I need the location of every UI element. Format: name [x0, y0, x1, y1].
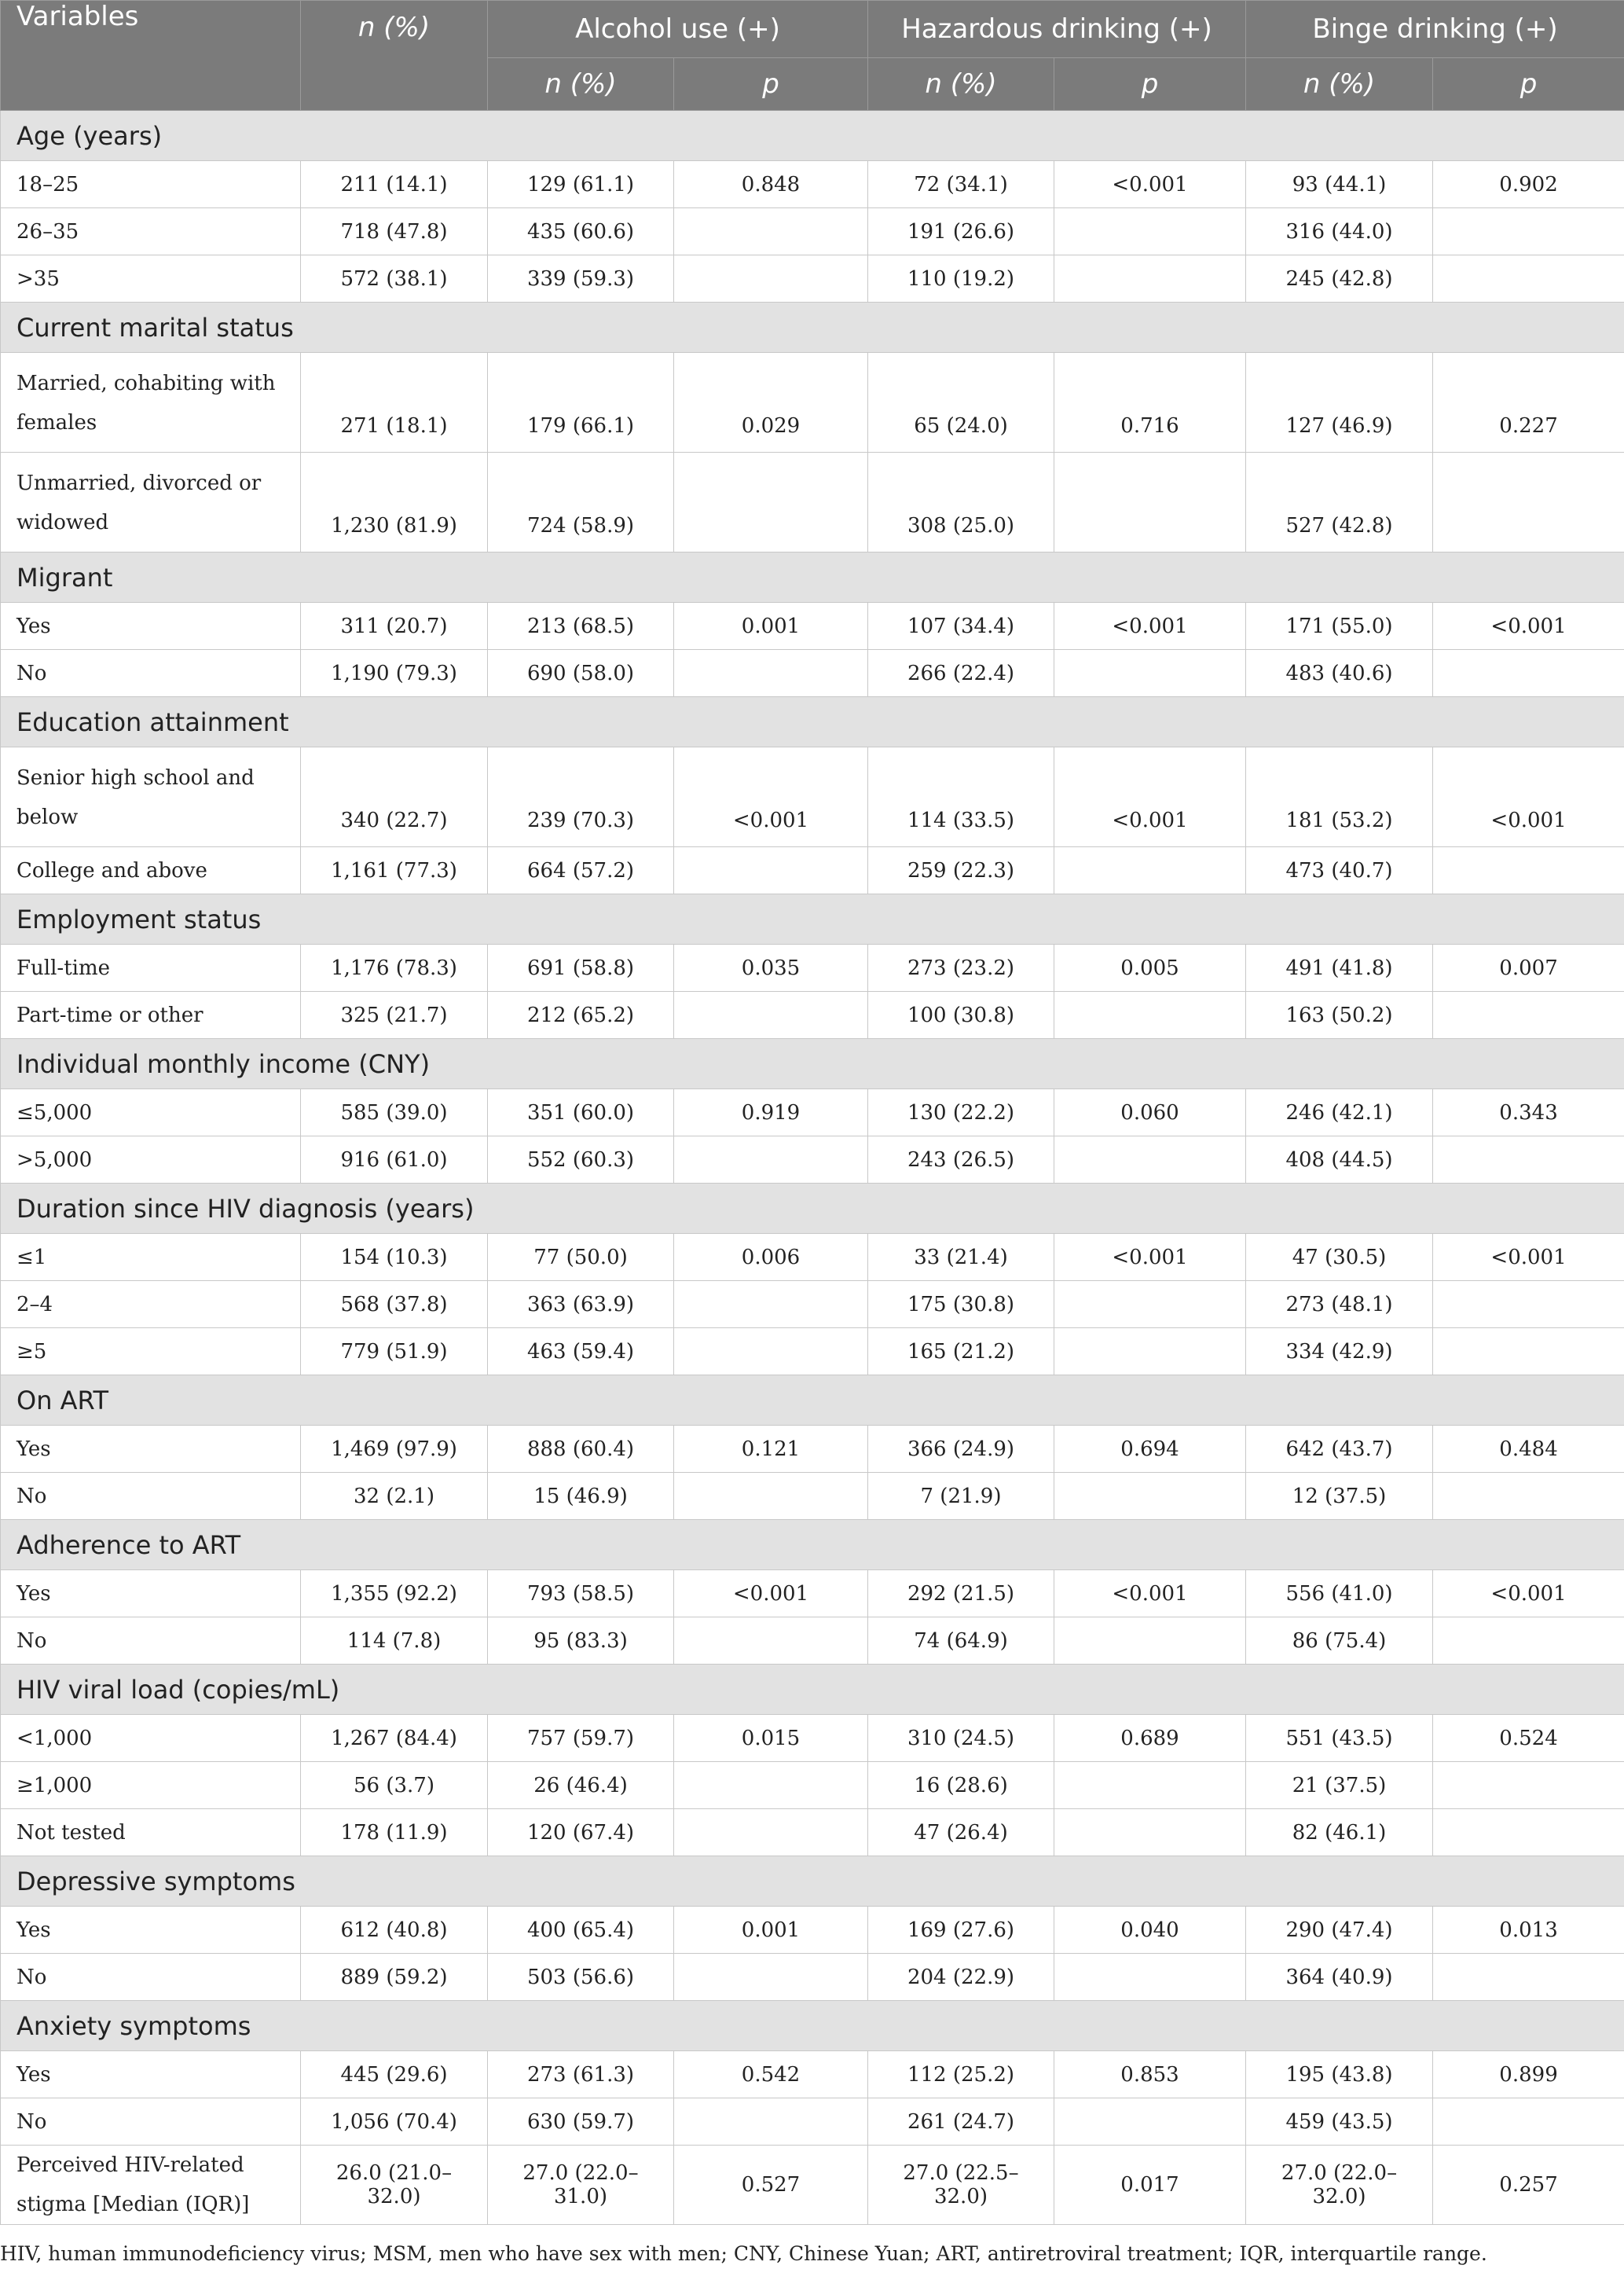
binge-n-pct: 364 (40.9): [1246, 1954, 1433, 2001]
binge-n-pct: 163 (50.2): [1246, 992, 1433, 1039]
binge-p: [1433, 1473, 1624, 1520]
section-row: [1, 1665, 1624, 1715]
table-row: [1, 1473, 1624, 1520]
table-row: [1, 161, 1624, 208]
alcohol-p: 0.542: [674, 2051, 868, 2098]
alcohol-p: 0.001: [674, 603, 868, 650]
row-label: Yes: [1, 1426, 301, 1473]
hazardous-n-pct: 65 (24.0): [868, 353, 1054, 453]
binge-n-pct: 21 (37.5): [1246, 1762, 1433, 1809]
row-label: Yes: [1, 2051, 301, 2098]
alcohol-n-pct: 273 (61.3): [488, 2051, 674, 2098]
binge-p: [1433, 650, 1624, 697]
alcohol-n-pct: 212 (65.2): [488, 992, 674, 1039]
total-n-pct: 56 (3.7): [301, 1762, 488, 1809]
alcohol-p: [674, 1136, 868, 1184]
hazardous-p: 0.694: [1054, 1426, 1246, 1473]
hazardous-n-pct: 273 (23.2): [868, 945, 1054, 992]
binge-n-pct: 642 (43.7): [1246, 1426, 1433, 1473]
section-title: Depressive symptoms: [1, 1856, 1624, 1907]
table-row: [1, 208, 1624, 255]
alcohol-p: <0.001: [674, 1570, 868, 1617]
hazardous-n-pct: 114 (33.5): [868, 747, 1054, 847]
alcohol-p: [674, 1954, 868, 2001]
section-title: Adherence to ART: [1, 1520, 1624, 1570]
alcohol-n-pct: 351 (60.0): [488, 1089, 674, 1136]
hazardous-p: <0.001: [1054, 161, 1246, 208]
alcohol-n-pct: 363 (63.9): [488, 1281, 674, 1328]
hazardous-p: [1054, 650, 1246, 697]
alcohol-n-pct: 129 (61.1): [488, 161, 674, 208]
section-title: Anxiety symptoms: [1, 2001, 1624, 2051]
table-row: [1, 2098, 1624, 2146]
row-label: ≥5: [1, 1328, 301, 1375]
hazardous-n-pct: 169 (27.6): [868, 1907, 1054, 1954]
table-row: [1, 453, 1624, 552]
alcohol-p: [674, 1281, 868, 1328]
hazardous-p: [1054, 1617, 1246, 1665]
table-body: [1, 111, 1624, 2225]
subheader-p: p: [674, 58, 868, 111]
total-n-pct: 445 (29.6): [301, 2051, 488, 2098]
alcohol-p: 0.527: [674, 2146, 868, 2225]
hazardous-p: [1054, 1328, 1246, 1375]
total-n-pct: 1,190 (79.3): [301, 650, 488, 697]
hazardous-p: 0.689: [1054, 1715, 1246, 1762]
binge-n-pct: 316 (44.0): [1246, 208, 1433, 255]
section-row: [1, 1375, 1624, 1426]
total-n-pct: 718 (47.8): [301, 208, 488, 255]
binge-n-pct: 527 (42.8): [1246, 453, 1433, 552]
binge-n-pct: 459 (43.5): [1246, 2098, 1433, 2146]
header-alcohol-use: Alcohol use (+): [488, 1, 868, 58]
alcohol-p: [674, 1809, 868, 1856]
alcohol-n-pct: 724 (58.9): [488, 453, 674, 552]
binge-p: [1433, 1762, 1624, 1809]
hazardous-p: [1054, 208, 1246, 255]
binge-n-pct: 171 (55.0): [1246, 603, 1433, 650]
table-row: [1, 1281, 1624, 1328]
binge-n-pct: 47 (30.5): [1246, 1234, 1433, 1281]
binge-p: [1433, 1809, 1624, 1856]
table-row: [1, 1809, 1624, 1856]
hazardous-p: [1054, 992, 1246, 1039]
table-row: [1, 747, 1624, 847]
hazardous-p: <0.001: [1054, 603, 1246, 650]
alcohol-p: 0.848: [674, 161, 868, 208]
alcohol-p: 0.035: [674, 945, 868, 992]
row-label: No: [1, 1954, 301, 2001]
row-label: <1,000: [1, 1715, 301, 1762]
row-label: 26–35: [1, 208, 301, 255]
section-title: Current marital status: [1, 303, 1624, 353]
total-n-pct: 1,267 (84.4): [301, 1715, 488, 1762]
alcohol-n-pct: 95 (83.3): [488, 1617, 674, 1665]
total-n-pct: 572 (38.1): [301, 255, 488, 303]
table-row: [1, 1426, 1624, 1473]
row-label: Unmarried, divorced or widowed: [1, 453, 301, 552]
hazardous-p: 0.040: [1054, 1907, 1246, 1954]
binge-n-pct: 334 (42.9): [1246, 1328, 1433, 1375]
subheader-p: p: [1054, 58, 1246, 111]
section-row: [1, 2001, 1624, 2051]
alcohol-p: [674, 650, 868, 697]
section-row: [1, 1520, 1624, 1570]
table-row: [1, 992, 1624, 1039]
alcohol-n-pct: 179 (66.1): [488, 353, 674, 453]
subheader-p: p: [1433, 58, 1624, 111]
table-row: [1, 1715, 1624, 1762]
binge-p: 0.007: [1433, 945, 1624, 992]
binge-n-pct: 27.0 (22.0–32.0): [1246, 2146, 1433, 2225]
hazardous-n-pct: 175 (30.8): [868, 1281, 1054, 1328]
alcohol-n-pct: 77 (50.0): [488, 1234, 674, 1281]
hazardous-n-pct: 7 (21.9): [868, 1473, 1054, 1520]
row-label: Yes: [1, 603, 301, 650]
row-label: No: [1, 1473, 301, 1520]
hazardous-p: [1054, 847, 1246, 894]
row-label: College and above: [1, 847, 301, 894]
alcohol-p: 0.015: [674, 1715, 868, 1762]
alcohol-n-pct: 690 (58.0): [488, 650, 674, 697]
total-n-pct: 178 (11.9): [301, 1809, 488, 1856]
binge-n-pct: 556 (41.0): [1246, 1570, 1433, 1617]
alcohol-n-pct: 793 (58.5): [488, 1570, 674, 1617]
binge-n-pct: 473 (40.7): [1246, 847, 1433, 894]
row-label: No: [1, 1617, 301, 1665]
table-row: [1, 353, 1624, 453]
row-label: 18–25: [1, 161, 301, 208]
alcohol-n-pct: 757 (59.7): [488, 1715, 674, 1762]
binge-p: 0.902: [1433, 161, 1624, 208]
hazardous-n-pct: 130 (22.2): [868, 1089, 1054, 1136]
alcohol-p: [674, 1617, 868, 1665]
row-label: No: [1, 650, 301, 697]
total-n-pct: 1,230 (81.9): [301, 453, 488, 552]
table-row: [1, 1328, 1624, 1375]
binge-p: 0.899: [1433, 2051, 1624, 2098]
binge-n-pct: 408 (44.5): [1246, 1136, 1433, 1184]
table-row: [1, 1570, 1624, 1617]
section-row: [1, 697, 1624, 747]
alcohol-p: 0.919: [674, 1089, 868, 1136]
binge-p: <0.001: [1433, 1570, 1624, 1617]
binge-p: <0.001: [1433, 747, 1624, 847]
hazardous-n-pct: 47 (26.4): [868, 1809, 1054, 1856]
hazardous-n-pct: 308 (25.0): [868, 453, 1054, 552]
section-row: [1, 552, 1624, 603]
row-label: Part-time or other: [1, 992, 301, 1039]
total-n-pct: 1,161 (77.3): [301, 847, 488, 894]
total-n-pct: 32 (2.1): [301, 1473, 488, 1520]
binge-n-pct: 246 (42.1): [1246, 1089, 1433, 1136]
hazardous-p: <0.001: [1054, 747, 1246, 847]
row-label: ≤1: [1, 1234, 301, 1281]
alcohol-p: 0.006: [674, 1234, 868, 1281]
alcohol-p: [674, 2098, 868, 2146]
alcohol-n-pct: 435 (60.6): [488, 208, 674, 255]
table-row: [1, 1136, 1624, 1184]
alcohol-n-pct: 888 (60.4): [488, 1426, 674, 1473]
alcohol-p: 0.029: [674, 353, 868, 453]
alcohol-n-pct: 239 (70.3): [488, 747, 674, 847]
hazardous-p: [1054, 1809, 1246, 1856]
binge-p: 0.484: [1433, 1426, 1624, 1473]
alcohol-p: [674, 847, 868, 894]
binge-p: [1433, 992, 1624, 1039]
hazardous-n-pct: 292 (21.5): [868, 1570, 1054, 1617]
row-label: >5,000: [1, 1136, 301, 1184]
subheader-n-pct: n (%): [868, 58, 1054, 111]
hazardous-p: <0.001: [1054, 1570, 1246, 1617]
alcohol-n-pct: 27.0 (22.0–31.0): [488, 2146, 674, 2225]
binge-n-pct: 82 (46.1): [1246, 1809, 1433, 1856]
section-row: [1, 1856, 1624, 1907]
alcohol-p: [674, 1473, 868, 1520]
row-label: Perceived HIV-related stigma [Median (IQR)]: [1, 2146, 301, 2225]
hazardous-p: 0.017: [1054, 2146, 1246, 2225]
hazardous-p: [1054, 1281, 1246, 1328]
section-title: Duration since HIV diagnosis (years): [1, 1184, 1624, 1234]
header-binge-drinking: Binge drinking (+): [1246, 1, 1624, 58]
alcohol-n-pct: 213 (68.5): [488, 603, 674, 650]
hazardous-n-pct: 366 (24.9): [868, 1426, 1054, 1473]
binge-p: [1433, 1328, 1624, 1375]
section-title: HIV viral load (copies/mL): [1, 1665, 1624, 1715]
binge-p: 0.343: [1433, 1089, 1624, 1136]
subheader-n-pct: n (%): [488, 58, 674, 111]
row-label: >35: [1, 255, 301, 303]
section-title: Migrant: [1, 552, 1624, 603]
total-n-pct: 154 (10.3): [301, 1234, 488, 1281]
row-label: Senior high school and below: [1, 747, 301, 847]
alcohol-p: <0.001: [674, 747, 868, 847]
section-title: Employment status: [1, 894, 1624, 945]
binge-n-pct: 483 (40.6): [1246, 650, 1433, 697]
section-title: Age (years): [1, 111, 1624, 161]
binge-n-pct: 195 (43.8): [1246, 2051, 1433, 2098]
hazardous-p: [1054, 1473, 1246, 1520]
hazardous-p: 0.005: [1054, 945, 1246, 992]
table-row: [1, 1089, 1624, 1136]
table-row: [1, 2146, 1624, 2225]
hazardous-n-pct: 204 (22.9): [868, 1954, 1054, 2001]
binge-p: [1433, 1136, 1624, 1184]
table-row: [1, 1762, 1624, 1809]
hazardous-n-pct: 243 (26.5): [868, 1136, 1054, 1184]
total-n-pct: 1,469 (97.9): [301, 1426, 488, 1473]
row-label: ≥1,000: [1, 1762, 301, 1809]
hazardous-p: [1054, 453, 1246, 552]
binge-p: 0.013: [1433, 1907, 1624, 1954]
alcohol-n-pct: 503 (56.6): [488, 1954, 674, 2001]
binge-p: 0.227: [1433, 353, 1624, 453]
section-row: [1, 303, 1624, 353]
binge-n-pct: 491 (41.8): [1246, 945, 1433, 992]
row-label: Married, cohabiting with females: [1, 353, 301, 453]
table-row: [1, 2051, 1624, 2098]
alcohol-n-pct: 400 (65.4): [488, 1907, 674, 1954]
binge-n-pct: 181 (53.2): [1246, 747, 1433, 847]
total-n-pct: 26.0 (21.0–32.0): [301, 2146, 488, 2225]
alcohol-p: [674, 992, 868, 1039]
row-label: Not tested: [1, 1809, 301, 1856]
hazardous-n-pct: 266 (22.4): [868, 650, 1054, 697]
hazardous-p: [1054, 1762, 1246, 1809]
hazardous-n-pct: 310 (24.5): [868, 1715, 1054, 1762]
binge-p: [1433, 453, 1624, 552]
hazardous-n-pct: 261 (24.7): [868, 2098, 1054, 2146]
total-n-pct: 114 (7.8): [301, 1617, 488, 1665]
section-title: Individual monthly income (CNY): [1, 1039, 1624, 1089]
hazardous-n-pct: 100 (30.8): [868, 992, 1054, 1039]
alcohol-p: 0.001: [674, 1907, 868, 1954]
table-row: [1, 650, 1624, 697]
hazardous-n-pct: 107 (34.4): [868, 603, 1054, 650]
binge-p: [1433, 1617, 1624, 1665]
table-row: [1, 1907, 1624, 1954]
binge-n-pct: 127 (46.9): [1246, 353, 1433, 453]
alcohol-p: [674, 1762, 868, 1809]
total-n-pct: 612 (40.8): [301, 1907, 488, 1954]
binge-n-pct: 290 (47.4): [1246, 1907, 1433, 1954]
alcohol-p: [674, 1328, 868, 1375]
hazardous-n-pct: 165 (21.2): [868, 1328, 1054, 1375]
section-row: [1, 1039, 1624, 1089]
binge-p: <0.001: [1433, 603, 1624, 650]
binge-n-pct: 551 (43.5): [1246, 1715, 1433, 1762]
binge-p: <0.001: [1433, 1234, 1624, 1281]
hazardous-p: 0.716: [1054, 353, 1246, 453]
hazardous-p: [1054, 1954, 1246, 2001]
section-row: [1, 894, 1624, 945]
total-n-pct: 340 (22.7): [301, 747, 488, 847]
header-hazardous-drinking: Hazardous drinking (+): [868, 1, 1246, 58]
binge-p: [1433, 2098, 1624, 2146]
binge-p: [1433, 1281, 1624, 1328]
binge-p: 0.257: [1433, 2146, 1624, 2225]
row-label: Full-time: [1, 945, 301, 992]
alcohol-p: [674, 453, 868, 552]
alcohol-p: [674, 255, 868, 303]
table-row: [1, 1617, 1624, 1665]
header-n-pct: n (%): [301, 1, 488, 111]
total-n-pct: 1,176 (78.3): [301, 945, 488, 992]
row-label: Yes: [1, 1907, 301, 1954]
section-row: [1, 1184, 1624, 1234]
row-label: 2–4: [1, 1281, 301, 1328]
alcohol-n-pct: 552 (60.3): [488, 1136, 674, 1184]
table-row: [1, 847, 1624, 894]
hazardous-p: 0.853: [1054, 2051, 1246, 2098]
table-row: [1, 603, 1624, 650]
alcohol-n-pct: 26 (46.4): [488, 1762, 674, 1809]
header-variables: Variables: [1, 1, 301, 111]
table-row: [1, 1234, 1624, 1281]
total-n-pct: 311 (20.7): [301, 603, 488, 650]
binge-n-pct: 86 (75.4): [1246, 1617, 1433, 1665]
section-row: [1, 111, 1624, 161]
binge-p: [1433, 255, 1624, 303]
row-label: No: [1, 2098, 301, 2146]
hazardous-n-pct: 16 (28.6): [868, 1762, 1054, 1809]
hazardous-n-pct: 112 (25.2): [868, 2051, 1054, 2098]
section-title: On ART: [1, 1375, 1624, 1426]
table-header: [1, 1, 1624, 111]
table-footnote: HIV, human immunodeficiency virus; MSM, men who have sex with men; CNY, Chinese Yuan; ART, antiretroviral treatment; IQR, interquartile range.: [0, 2242, 1487, 2265]
binge-p: [1433, 208, 1624, 255]
hazardous-p: [1054, 2098, 1246, 2146]
hazardous-n-pct: 191 (26.6): [868, 208, 1054, 255]
row-label: ≤5,000: [1, 1089, 301, 1136]
alcohol-n-pct: 15 (46.9): [488, 1473, 674, 1520]
hazardous-n-pct: 72 (34.1): [868, 161, 1054, 208]
hazardous-p: [1054, 1136, 1246, 1184]
hazardous-n-pct: 27.0 (22.5–32.0): [868, 2146, 1054, 2225]
total-n-pct: 1,056 (70.4): [301, 2098, 488, 2146]
hazardous-p: <0.001: [1054, 1234, 1246, 1281]
binge-p: [1433, 847, 1624, 894]
hazardous-n-pct: 110 (19.2): [868, 255, 1054, 303]
binge-n-pct: 245 (42.8): [1246, 255, 1433, 303]
total-n-pct: 916 (61.0): [301, 1136, 488, 1184]
alcohol-p: 0.121: [674, 1426, 868, 1473]
table-row: [1, 255, 1624, 303]
hazardous-p: [1054, 255, 1246, 303]
total-n-pct: 585 (39.0): [301, 1089, 488, 1136]
binge-n-pct: 273 (48.1): [1246, 1281, 1433, 1328]
subheader-n-pct: n (%): [1246, 58, 1433, 111]
alcohol-n-pct: 664 (57.2): [488, 847, 674, 894]
row-label: Yes: [1, 1570, 301, 1617]
binge-p: [1433, 1954, 1624, 2001]
alcohol-n-pct: 691 (58.8): [488, 945, 674, 992]
alcohol-n-pct: 630 (59.7): [488, 2098, 674, 2146]
hazardous-n-pct: 74 (64.9): [868, 1617, 1054, 1665]
total-n-pct: 325 (21.7): [301, 992, 488, 1039]
alcohol-n-pct: 339 (59.3): [488, 255, 674, 303]
total-n-pct: 271 (18.1): [301, 353, 488, 453]
total-n-pct: 779 (51.9): [301, 1328, 488, 1375]
alcohol-n-pct: 463 (59.4): [488, 1328, 674, 1375]
table-row: [1, 1954, 1624, 2001]
alcohol-n-pct: 120 (67.4): [488, 1809, 674, 1856]
total-n-pct: 211 (14.1): [301, 161, 488, 208]
hazardous-p: 0.060: [1054, 1089, 1246, 1136]
alcohol-p: [674, 208, 868, 255]
hazardous-n-pct: 33 (21.4): [868, 1234, 1054, 1281]
binge-n-pct: 93 (44.1): [1246, 161, 1433, 208]
section-title: Education attainment: [1, 697, 1624, 747]
total-n-pct: 568 (37.8): [301, 1281, 488, 1328]
hazardous-n-pct: 259 (22.3): [868, 847, 1054, 894]
binge-p: 0.524: [1433, 1715, 1624, 1762]
total-n-pct: 1,355 (92.2): [301, 1570, 488, 1617]
table-row: [1, 945, 1624, 992]
binge-n-pct: 12 (37.5): [1246, 1473, 1433, 1520]
total-n-pct: 889 (59.2): [301, 1954, 488, 2001]
